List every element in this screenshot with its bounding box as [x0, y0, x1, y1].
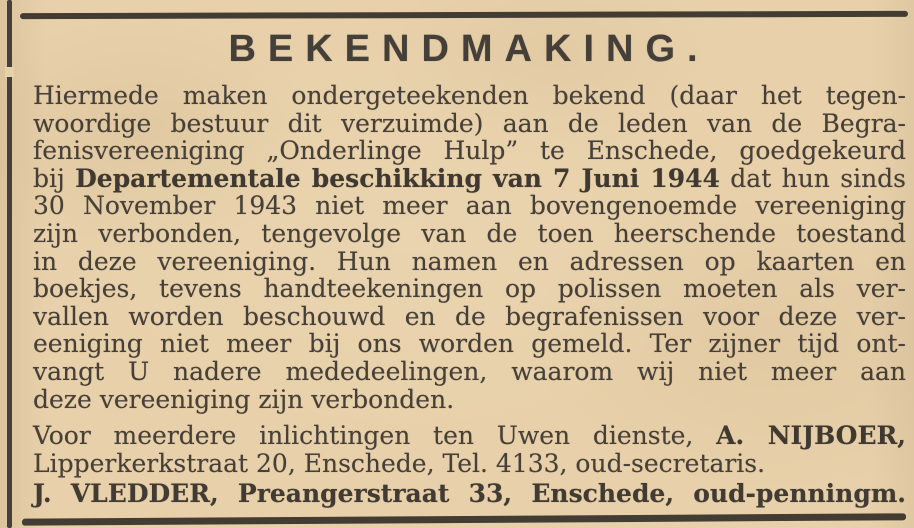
top-rule [20, 11, 908, 19]
contact-line: Lipperkerkstraat 20, Enschede, Tel. 4133, oud-secretaris. [33, 448, 766, 478]
contact-line: Voor meerdere inlichtingen ten Uwen dienste, A. NIJBOER, [33, 421, 906, 450]
body-line: eeniging niet meer bij ons worden gemeld. Ter zijner tijd ont- [33, 329, 906, 359]
body-line: zijn verbonden, tengevolge van de toen heerschende toestand [33, 218, 906, 248]
body-line: Hiermede maken ondergeteekenden bekend (daar het tegen- [33, 81, 906, 110]
body-line: fenisvereeniging „Onderlinge Hulp” te Enschede, goedgekeurd [33, 136, 906, 166]
body-line: 30 November 1943 niet meer aan bovengenoemde vereeniging [33, 191, 906, 221]
contact-name-nijboer: A. NIJBOER, [716, 421, 906, 450]
signature-line-vledder: J. VLEDDER, Preangerstraat 33, Enschede, oud-penningm. [33, 479, 906, 508]
notice-body [33, 82, 906, 413]
body-line: vangt U nadere mededeelingen, waarom wij niet meer aan [33, 356, 906, 386]
body-line: boekjes, tevens handteekeningen op polissen moeten als ver- [33, 274, 906, 304]
body-line: vallen worden beschouwd en de begrafenissen voor deze ver- [33, 301, 906, 331]
bold-decree-text: Departementale beschikking van 7 Juni 1944 [75, 163, 720, 193]
bottom-rule [22, 513, 906, 525]
column-rule-gap [5, 67, 14, 77]
notice-title: BEKENDMAKING. [228, 28, 710, 70]
body-line: bij Departementale beschikking van 7 Juni 1944 dat hun sinds [33, 163, 907, 193]
body-line-last: deze vereeniging zijn verbonden. [33, 384, 455, 414]
body-line: in deze vereeniging. Hun namen en adressen op kaarten en [33, 246, 906, 276]
contact-paragraph [33, 422, 906, 477]
body-line: woordige bestuur dit verzuimde) aan de leden van de Begra- [33, 108, 906, 138]
column-rule-left [7, 0, 12, 528]
